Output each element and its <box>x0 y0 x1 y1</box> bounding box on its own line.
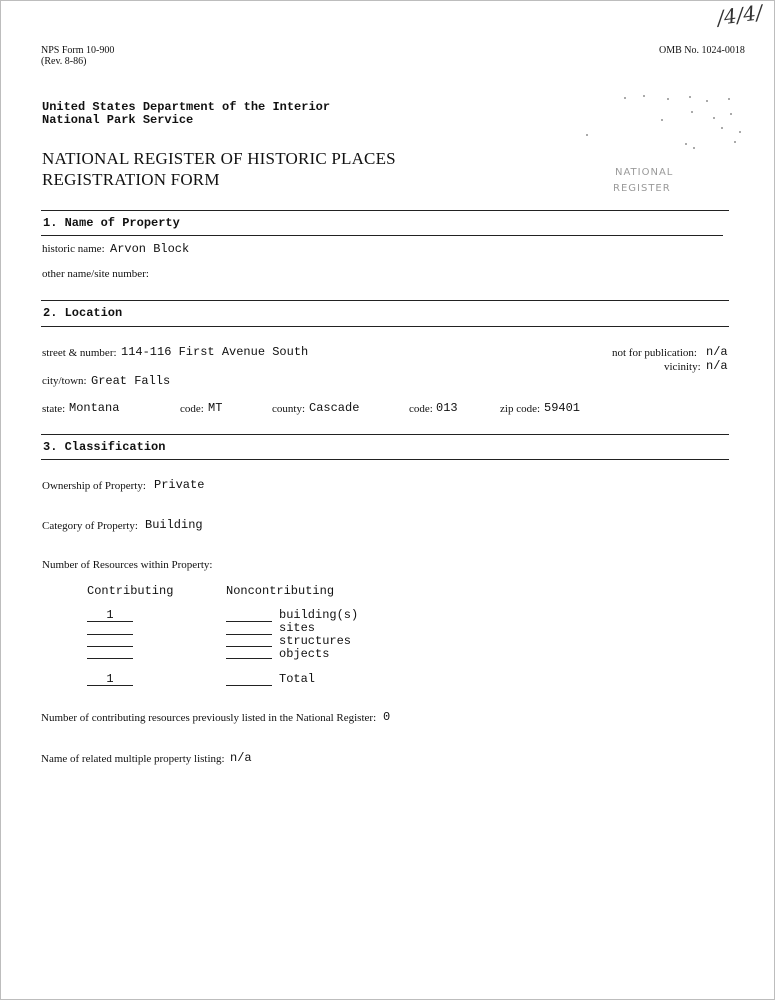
divider <box>41 235 723 236</box>
contributing-header: Contributing <box>87 584 174 598</box>
historic-name-label: historic name: <box>42 243 105 255</box>
zip-label: zip code: <box>500 403 541 415</box>
other-name-label: other name/site number: <box>42 268 149 280</box>
state-label: state: <box>42 403 66 415</box>
contributing-total-count: 1 <box>106 672 114 686</box>
ownership-value: Private <box>154 478 205 492</box>
vicinity-value: n/a <box>706 359 728 373</box>
county-code-value: 013 <box>436 401 458 415</box>
contributing-total-blank <box>87 685 133 686</box>
category-value: Building <box>145 518 203 532</box>
stamp-line-1: NATIONAL <box>615 167 674 178</box>
form-revision: (Rev. 8-86) <box>41 56 87 67</box>
noncontributing-structures-blank <box>226 646 272 647</box>
divider <box>41 326 729 327</box>
contributing-objects-blank <box>87 658 133 659</box>
resources-label: Number of Resources within Property: <box>42 559 213 571</box>
agency-service: National Park Service <box>42 113 194 127</box>
section-3-heading: 3. Classification <box>43 440 166 454</box>
noncontributing-buildings-blank <box>226 621 272 622</box>
state-code-label: code: <box>180 403 204 415</box>
noncontributing-objects-blank <box>226 658 272 659</box>
category-label: Category of Property: <box>42 520 138 532</box>
street-value: 114-116 First Avenue South <box>121 345 309 359</box>
multiple-listing-value: n/a <box>230 751 252 765</box>
noncontributing-sites-blank <box>226 634 272 635</box>
stamp-line-2: REGISTER <box>613 183 671 194</box>
county-label: county: <box>272 403 305 415</box>
form-title: NATIONAL REGISTER OF HISTORIC PLACES <box>42 149 396 168</box>
section-2-heading: 2. Location <box>43 306 123 320</box>
form-subtitle: REGISTRATION FORM <box>42 170 220 189</box>
objects-row-label: objects <box>279 647 330 661</box>
noncontributing-header: Noncontributing <box>226 584 335 598</box>
handwritten-annotation: /4/4/ <box>715 0 765 31</box>
contributing-buildings-blank <box>87 621 133 622</box>
county-value: Cascade <box>309 401 360 415</box>
divider <box>41 459 729 460</box>
ownership-label: Ownership of Property: <box>42 480 146 492</box>
previously-listed-label: Number of contributing resources previously listed in the National Register: <box>41 712 377 724</box>
structures-row-label: structures <box>279 634 352 648</box>
not-for-publication-label: not for publication: <box>612 347 697 359</box>
vicinity-label: vicinity: <box>664 361 701 373</box>
noncontributing-total-blank <box>226 685 272 686</box>
section-1-heading: 1. Name of Property <box>43 216 180 230</box>
historic-name-value: Arvon Block <box>110 242 190 256</box>
contributing-sites-blank <box>87 634 133 635</box>
contributing-structures-blank <box>87 646 133 647</box>
not-for-publication-value: n/a <box>706 345 728 359</box>
state-code-value: MT <box>208 401 223 415</box>
contributing-buildings-count: 1 <box>106 608 114 622</box>
previously-listed-value: 0 <box>383 710 391 724</box>
county-code-label: code: <box>409 403 433 415</box>
city-value: Great Falls <box>91 374 171 388</box>
zip-value: 59401 <box>544 401 581 415</box>
multiple-listing-label: Name of related multiple property listing: <box>41 753 225 765</box>
divider <box>41 434 729 435</box>
omb-number: OMB No. 1024-0018 <box>659 45 745 56</box>
divider <box>41 300 729 301</box>
form-number: NPS Form 10-900 <box>41 45 115 56</box>
sites-row-label: sites <box>279 621 316 635</box>
state-value: Montana <box>69 401 120 415</box>
street-label: street & number: <box>42 347 117 359</box>
divider <box>41 210 729 211</box>
city-label: city/town: <box>42 375 87 387</box>
agency-department: United States Department of the Interior <box>42 100 331 114</box>
total-row-label: Total <box>279 672 316 686</box>
buildings-row-label: building(s) <box>279 608 359 622</box>
